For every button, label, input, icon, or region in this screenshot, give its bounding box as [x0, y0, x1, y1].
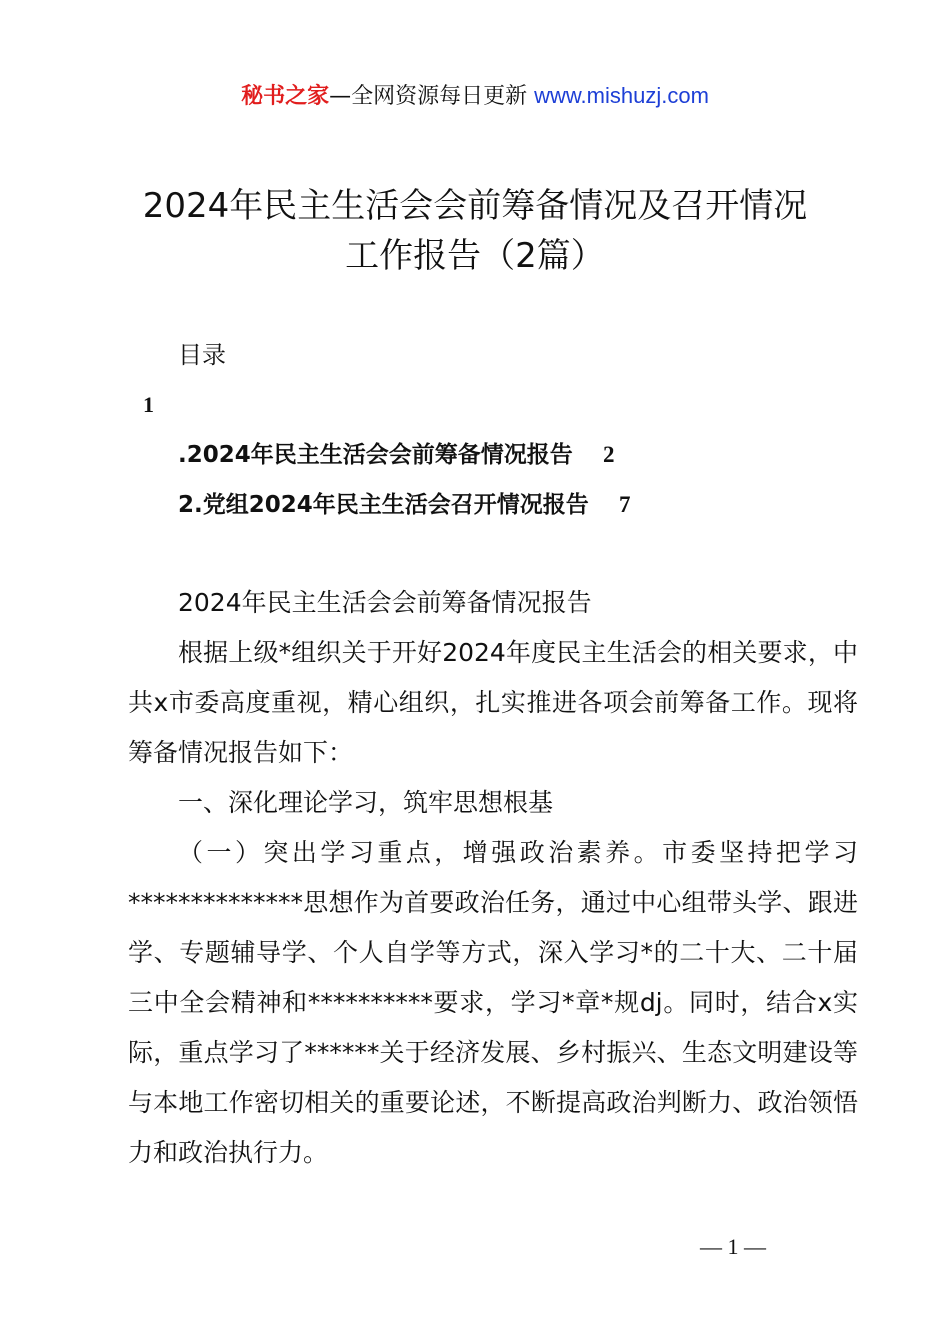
- toc-heading: 目录: [178, 341, 226, 369]
- toc-entry-2[interactable]: [178, 488, 631, 522]
- toc-entry-label: 2.党组2024年民主生活会召开情况报告: [178, 492, 589, 518]
- site-tagline: —全网资源每日更新: [329, 84, 535, 109]
- document-title-line-1: 2024年民主生活会会前筹备情况及召开情况: [142, 186, 808, 226]
- toc-entry-page: 2: [603, 442, 615, 467]
- body-paragraph-1: （一）突出学习重点，增强政治素养。市委坚持把学习**************思想作为首要政治任务，通过中心组带头学、跟进学、专题辅导学、个人自学等方式，深入学习*的二十大、二十届三中全会精神和**********要求，学习*章*规dj。同时，结合x实际，重点学习了******关于经济发展、乡村振兴、生态文明建设等与本地工作密切相关的重要论述，不断提高政治判断力、政治领悟力和政治执行力。: [128, 838, 858, 1167]
- toc-entry-page: 7: [619, 492, 631, 517]
- toc-entry-label: .2024年民主生活会会前筹备情况报告: [178, 442, 573, 468]
- section-title: 2024年民主生活会会前筹备情况报告: [178, 588, 592, 617]
- intro-paragraph: 根据上级*组织关于开好2024年度民主生活会的相关要求，中共x市委高度重视，精心组织，扎实推进各项会前筹备工作。现将筹备情况报告如下：: [128, 638, 858, 767]
- site-brand: 秘书之家: [241, 84, 330, 109]
- site-url-link[interactable]: www.mishuzj.com: [534, 83, 709, 108]
- document-title-line-2: 工作报告（2篇）: [345, 236, 605, 276]
- section-heading-1: 一、深化理论学习，筑牢思想根基: [178, 788, 554, 817]
- page-number: — 1 —: [700, 1234, 766, 1259]
- site-banner: [0, 80, 950, 113]
- toc-number: 1: [143, 392, 154, 417]
- toc-entry-1[interactable]: [178, 438, 615, 472]
